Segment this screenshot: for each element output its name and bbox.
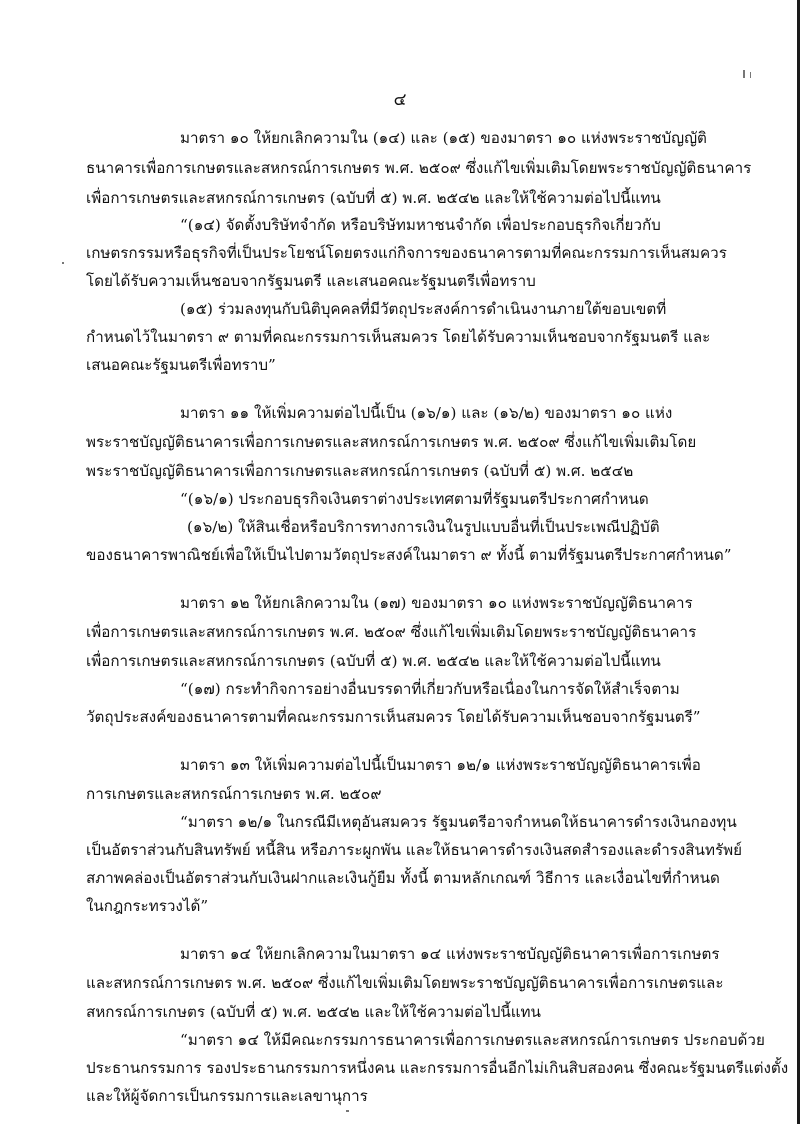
scan-speck [346,1110,349,1112]
text-line: (๑๕) ร่วมลงทุนกับนิติบุคคลที่มีวัตถุประสงค์การดำเนินงานภายใต้ขอบเขตที่ [180,300,667,318]
text-line: กำหนดไว้ในมาตรา ๙ ตามที่คณะกรรมการเห็นสมควร โดยได้รับความเห็นชอบจากรัฐมนตรี และ [86,328,711,346]
text-line: เพื่อการเกษตรและสหกรณ์การเกษตร (ฉบับที่ ๕) พ.ศ. ๒๕๔๒ และให้ใช้ความต่อไปนี้แทน [86,189,661,207]
text-line: เพื่อการเกษตรและสหกรณ์การเกษตร (ฉบับที่ ๕) พ.ศ. ๒๕๔๒ และให้ใช้ความต่อไปนี้แทน [86,652,661,670]
text-line: การเกษตรและสหกรณ์การเกษตร พ.ศ. ๒๕๐๙ [86,785,382,803]
text-line: ประธานกรรมการ รองประธานกรรมการหนึ่งคน และกรรมการอื่นอีกไม่เกินสิบสองคน ซึ่งคณะรัฐมนตรีแต่งตั้ง [86,1059,789,1077]
text-line: เป็นอัตราส่วนกับสินทรัพย์ หนี้สิน หรือภาระผูกพัน และให้ธนาคารดำรงเงินสดสำรองและดำรงสินทรัพย์ [86,841,743,859]
text-line: มาตรา ๑๔ ให้ยกเลิกความในมาตรา ๑๔ แห่งพระราชบัญญัติธนาคารเพื่อการเกษตร [180,945,720,963]
text-line: (๑๖/๒) ให้สินเชื่อหรือบริการทางการเงินในรูปแบบอื่นที่เป็นประเพณีปฏิบัติ [187,518,660,536]
text-line: “(๑๔) จัดตั้งบริษัทจำกัด หรือบริษัทมหาชนจำกัด เพื่อประกอบธุรกิจเกี่ยวกับ [180,216,661,234]
text-line: มาตรา ๑๑ ให้เพิ่มความต่อไปนี้เป็น (๑๖/๑) และ (๑๖/๒) ของมาตรา ๑๐ แห่ง [180,404,673,422]
text-line: มาตรา ๑๒ ให้ยกเลิกความใน (๑๗) ของมาตรา ๑๐ แห่งพระราชบัญญัติธนาคาร [180,594,693,612]
text-line: มาตรา ๑๓ ให้เพิ่มความต่อไปนี้เป็นมาตรา ๑๒/๑ แห่งพระราชบัญญัติธนาคารเพื่อ [180,756,701,774]
text-line: “มาตรา ๑๔ ให้มีคณะกรรมการธนาคารเพื่อการเกษตรและสหกรณ์การเกษตร ประกอบด้วย [180,1031,765,1049]
text-line: วัตถุประสงค์ของธนาคารตามที่คณะกรรมการเห็นสมควร โดยได้รับความเห็นชอบจากรัฐมนตรี” [86,708,701,726]
scan-speck [750,72,751,78]
page-number: ๔ [393,90,407,110]
text-line: ของธนาคารพาณิชย์เพื่อให้เป็นไปตามวัตถุประสงค์ในมาตรา ๙ ทั้งนี้ ตามที่รัฐมนตรีประกาศกำหนด” [86,546,732,564]
text-line: เกษตรกรรมหรือธุรกิจที่เป็นประโยชน์โดยตรงแก่กิจการของธนาคารตามที่คณะกรรมการเห็นสมควร [86,244,727,262]
scan-speck [62,262,64,264]
text-line: เพื่อการเกษตรและสหกรณ์การเกษตร พ.ศ. ๒๕๐๙ ซึ่งแก้ไขเพิ่มเติมโดยพระราชบัญญัติธนาคาร [86,623,697,641]
text-line: และสหกรณ์การเกษตร พ.ศ. ๒๕๐๙ ซึ่งแก้ไขเพิ่มเติมโดยพระราชบัญญัติธนาคารเพื่อการเกษตรและ [86,974,724,992]
text-line: เสนอคณะรัฐมนตรีเพื่อทราบ” [86,356,276,374]
text-line: พระราชบัญญัติธนาคารเพื่อการเกษตรและสหกรณ์การเกษตร พ.ศ. ๒๕๐๙ ซึ่งแก้ไขเพิ่มเติมโดย [86,433,697,451]
text-line: สหกรณ์การเกษตร (ฉบับที่ ๕) พ.ศ. ๒๕๔๒ และให้ใช้ความต่อไปนี้แทน [86,1003,541,1021]
text-line: ในกฎกระทรวงได้” [86,897,209,915]
scan-speck [743,70,745,78]
text-line: “(๑๖/๑) ประกอบธุรกิจเงินตราต่างประเทศตามที่รัฐมนตรีประกาศกำหนด [180,490,649,508]
text-line: และให้ผู้จัดการเป็นกรรมการและเลขานุการ [86,1087,368,1105]
text-line: สภาพคล่องเป็นอัตราส่วนกับเงินฝากและเงินกู้ยืม ทั้งนี้ ตามหลักเกณฑ์ วิธีการ และเงื่อนไขที่กำหนด [86,869,720,887]
text-line: “(๑๗) กระทำกิจการอย่างอื่นบรรดาที่เกี่ยวกับหรือเนื่องในการจัดให้สำเร็จตาม [180,680,680,698]
text-line: “มาตรา ๑๒/๑ ในกรณีมีเหตุอันสมควร รัฐมนตรีอาจกำหนดให้ธนาคารดำรงเงินกองทุน [180,813,737,831]
text-line: มาตรา ๑๐ ให้ยกเลิกความใน (๑๔) และ (๑๕) ของมาตรา ๑๐ แห่งพระราชบัญญัติ [180,129,707,147]
text-line: พระราชบัญญัติธนาคารเพื่อการเกษตรและสหกรณ์การเกษตร (ฉบับที่ ๕) พ.ศ. ๒๕๔๒ [86,462,634,480]
text-line: โดยได้รับความเห็นชอบจากรัฐมนตรี และเสนอคณะรัฐมนตรีเพื่อทราบ [86,272,536,290]
text-line: ธนาคารเพื่อการเกษตรและสหกรณ์การเกษตร พ.ศ. ๒๕๐๙ ซึ่งแก้ไขเพิ่มเติมโดยพระราชบัญญัติธนาคาร [86,159,752,177]
